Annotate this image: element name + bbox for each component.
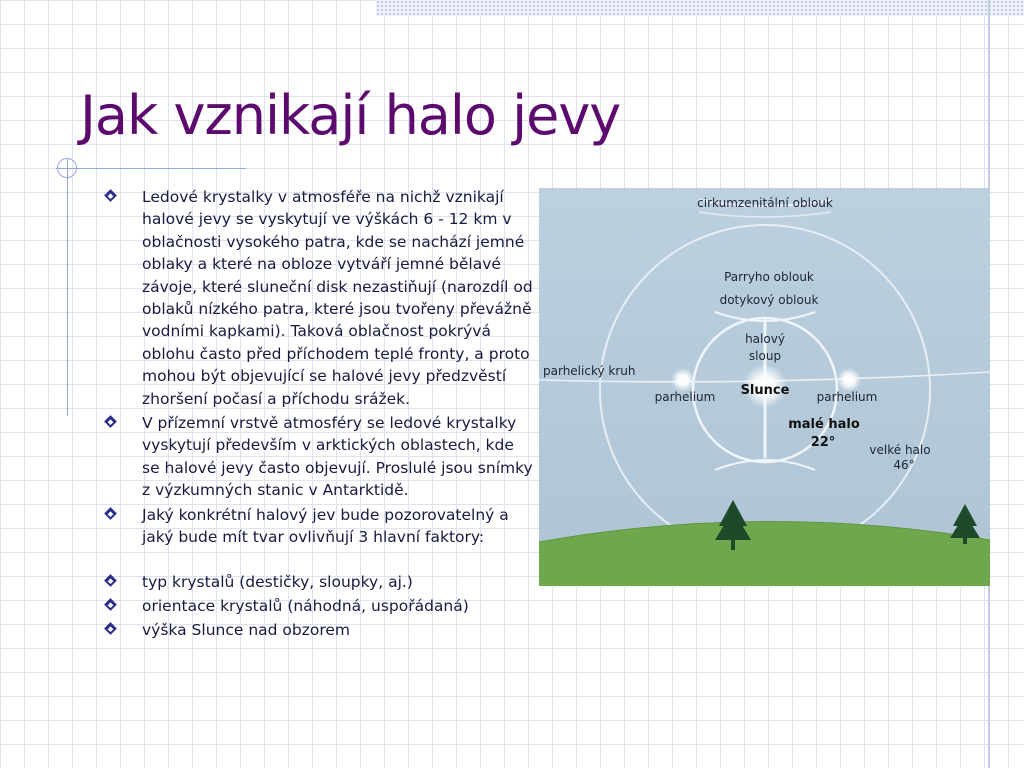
label-parry: Parryho oblouk bbox=[724, 270, 814, 284]
label-pillar-1: halový bbox=[745, 332, 785, 346]
label-pillar-2: sloup bbox=[748, 349, 782, 363]
bullet-item bbox=[104, 186, 534, 410]
bullet-item bbox=[104, 412, 534, 502]
diamond-bullet-icon bbox=[104, 189, 117, 202]
bullet-text: V přízemní vrstvě atmosféry se ledové krystalky vyskytují především v arktických oblastech, kde se halové jevy často objevují. Proslulé jsou snímky z výzkumných stanic v Antarktidě. bbox=[142, 414, 533, 500]
label-parhelion-right: parhelium bbox=[816, 390, 878, 404]
bullet-list bbox=[104, 186, 534, 644]
label-sun: Slunce bbox=[740, 383, 790, 398]
label-large-halo: velké halo bbox=[869, 443, 931, 457]
halo-diagram bbox=[539, 188, 990, 586]
decorative-band bbox=[376, 0, 1024, 16]
slide-title: Jak vznikají halo jevy bbox=[80, 84, 621, 147]
diamond-bullet-icon bbox=[104, 507, 117, 520]
label-large-halo-deg: 46° bbox=[893, 458, 915, 472]
decorative-title-rule bbox=[56, 168, 246, 169]
diamond-bullet-icon bbox=[104, 415, 117, 428]
bullet-text: orientace krystalů (náhodná, uspořádaná) bbox=[142, 596, 469, 615]
decorative-circle bbox=[57, 158, 77, 178]
bullet-text: typ krystalů (destičky, sloupky, aj.) bbox=[142, 572, 413, 591]
label-small-halo-deg: 22° bbox=[810, 435, 836, 450]
label-parhelion-left: parhelium bbox=[654, 390, 716, 404]
bullet-item bbox=[104, 619, 534, 641]
bullet-item bbox=[104, 595, 534, 617]
label-small-halo: malé halo bbox=[788, 417, 860, 432]
diamond-bullet-icon bbox=[104, 598, 117, 611]
bullet-text: Ledové krystalky v atmosféře na nichž vznikají halové jevy se vyskytují ve výškách 6 - 12 km v oblačnosti vysokého patra, kde se nachází jemné oblaky a které na obloze vytváří jemné bělavé závoje, které sluneční disk nezastiňují (narozdíl od oblaků nízkého patra, které jsou tvořeny převážně vodními kapkami). Taková oblačnost pokrývá oblohu často před příchodem teplé fronty, a proto mohou být objevující se halové jevy předzvěstí zhoršení počasí a příchodu srážek. bbox=[142, 188, 533, 408]
bullet-item bbox=[104, 504, 534, 549]
parhelion-left-glow bbox=[671, 368, 695, 392]
decorative-left-rule bbox=[67, 158, 68, 416]
label-parhelic-circle: parhelický kruh bbox=[543, 364, 636, 378]
bullet-text: výška Slunce nad obzorem bbox=[142, 621, 351, 640]
label-tangent: dotykový oblouk bbox=[719, 293, 819, 307]
diamond-bullet-icon bbox=[104, 622, 117, 635]
label-circumzenithal: cirkumzenitální oblouk bbox=[697, 196, 833, 210]
bullet-item bbox=[104, 571, 534, 593]
diamond-bullet-icon bbox=[104, 574, 117, 587]
parhelion-right-glow bbox=[837, 368, 861, 392]
bullet-text: Jaký konkrétní halový jev bude pozorovatelný a jaký bude mít tvar ovlivňují 3 hlavní faktory: bbox=[142, 505, 509, 547]
